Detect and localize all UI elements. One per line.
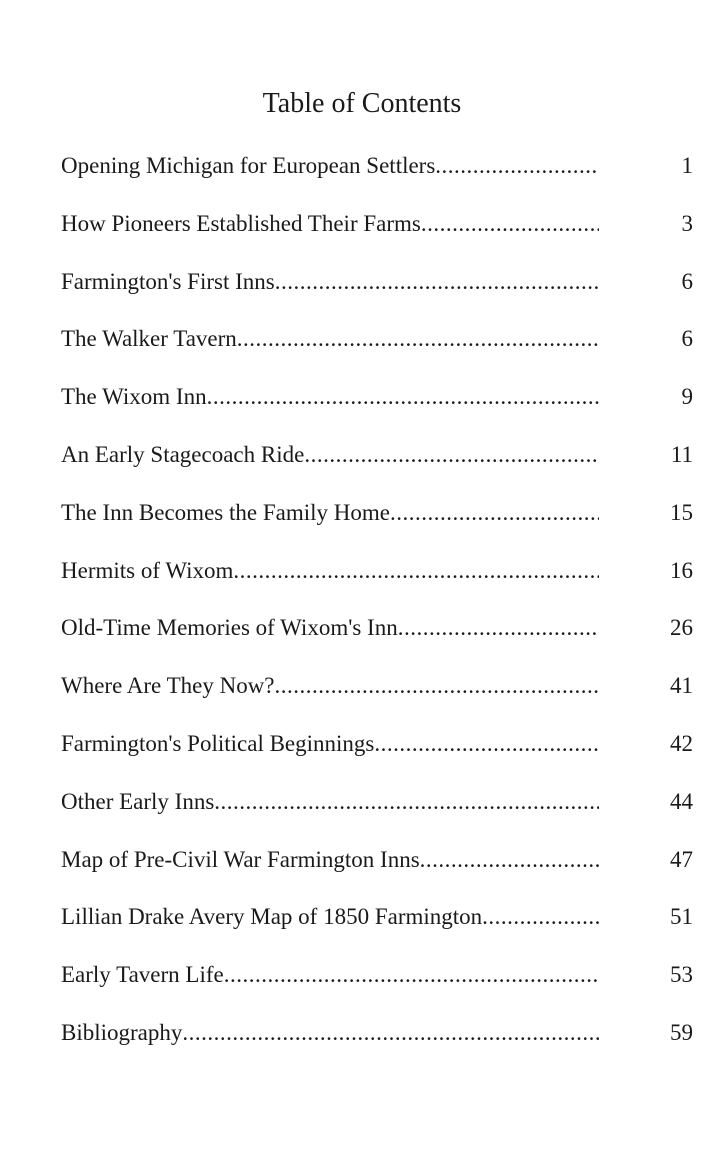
toc-entry[interactable] xyxy=(0,608,724,666)
toc-entry-page: 16 xyxy=(670,557,693,583)
toc-entry-title: Bibliography ..... xyxy=(61,1013,599,1053)
toc-entry[interactable] xyxy=(0,897,724,955)
toc-entry-page: 53 xyxy=(670,962,693,988)
toc-entry-title: Map of Pre-Civil War Farmington Inns ..... xyxy=(61,840,599,880)
toc-entry[interactable] xyxy=(0,666,724,724)
toc-title: Table of Contents xyxy=(262,88,462,119)
toc-entry-title: Hermits of Wixom ..... xyxy=(61,551,599,591)
toc-entry-page: 1 xyxy=(681,153,693,178)
toc-entry[interactable] xyxy=(0,262,724,320)
toc-entry-title: Old-Time Memories of Wixom's Inn ..... xyxy=(61,608,599,648)
toc-entry-page: 47 xyxy=(670,846,693,872)
toc-entry-title: The Wixom Inn ..... xyxy=(61,377,599,417)
toc-entry-title: How Pioneers Established Their Farms ..... xyxy=(61,204,599,244)
toc-entry-page: 42 xyxy=(670,730,693,756)
toc-entry-title: Early Tavern Life ..... xyxy=(61,955,599,995)
toc-entry-title: Farmington's Political Beginnings ..... xyxy=(61,724,599,764)
toc-entry[interactable] xyxy=(0,493,724,551)
toc-entry-title: Farmington's First Inns ..... xyxy=(61,262,599,302)
toc-entry[interactable] xyxy=(0,435,724,493)
toc-entry-title: The Inn Becomes the Family Home ..... xyxy=(61,493,599,533)
toc-entry[interactable] xyxy=(0,319,724,377)
toc-entry-title: Opening Michigan for European Settlers ..... xyxy=(61,146,599,186)
toc-entry-page: 41 xyxy=(670,673,693,699)
toc-entry-page: 44 xyxy=(670,788,693,814)
toc-entry[interactable] xyxy=(0,551,724,609)
toc-entry[interactable] xyxy=(0,782,724,840)
toc-entry-page: 9 xyxy=(681,384,693,410)
toc-entry-page: 6 xyxy=(681,268,693,294)
toc-entry[interactable] xyxy=(0,146,724,204)
toc-entry-page: 11 xyxy=(670,441,693,467)
toc-entry-page: 15 xyxy=(670,499,693,525)
toc-entry-title: An Early Stagecoach Ride ..... xyxy=(61,435,599,475)
toc-entry-page: 6 xyxy=(681,326,693,352)
toc-entry-title: Other Early Inns ..... xyxy=(61,782,599,822)
toc-entry-title: The Walker Tavern ..... xyxy=(61,319,599,359)
toc-entry-page: 26 xyxy=(670,615,693,641)
toc-list xyxy=(0,146,724,1071)
toc-entry[interactable] xyxy=(0,204,724,262)
toc-entry-page: 3 xyxy=(681,210,693,236)
toc-entry[interactable] xyxy=(0,377,724,435)
toc-entry[interactable] xyxy=(0,840,724,898)
toc-entry[interactable] xyxy=(0,955,724,1013)
toc-entry-title: Lillian Drake Avery Map of 1850 Farmington ..... xyxy=(61,897,599,937)
toc-entry[interactable] xyxy=(0,724,724,782)
toc-entry-page: 51 xyxy=(670,904,693,930)
toc-entry-title: Where Are They Now? ..... xyxy=(61,666,599,706)
toc-entry[interactable] xyxy=(0,1013,724,1071)
toc-entry-page: 59 xyxy=(670,1019,693,1045)
